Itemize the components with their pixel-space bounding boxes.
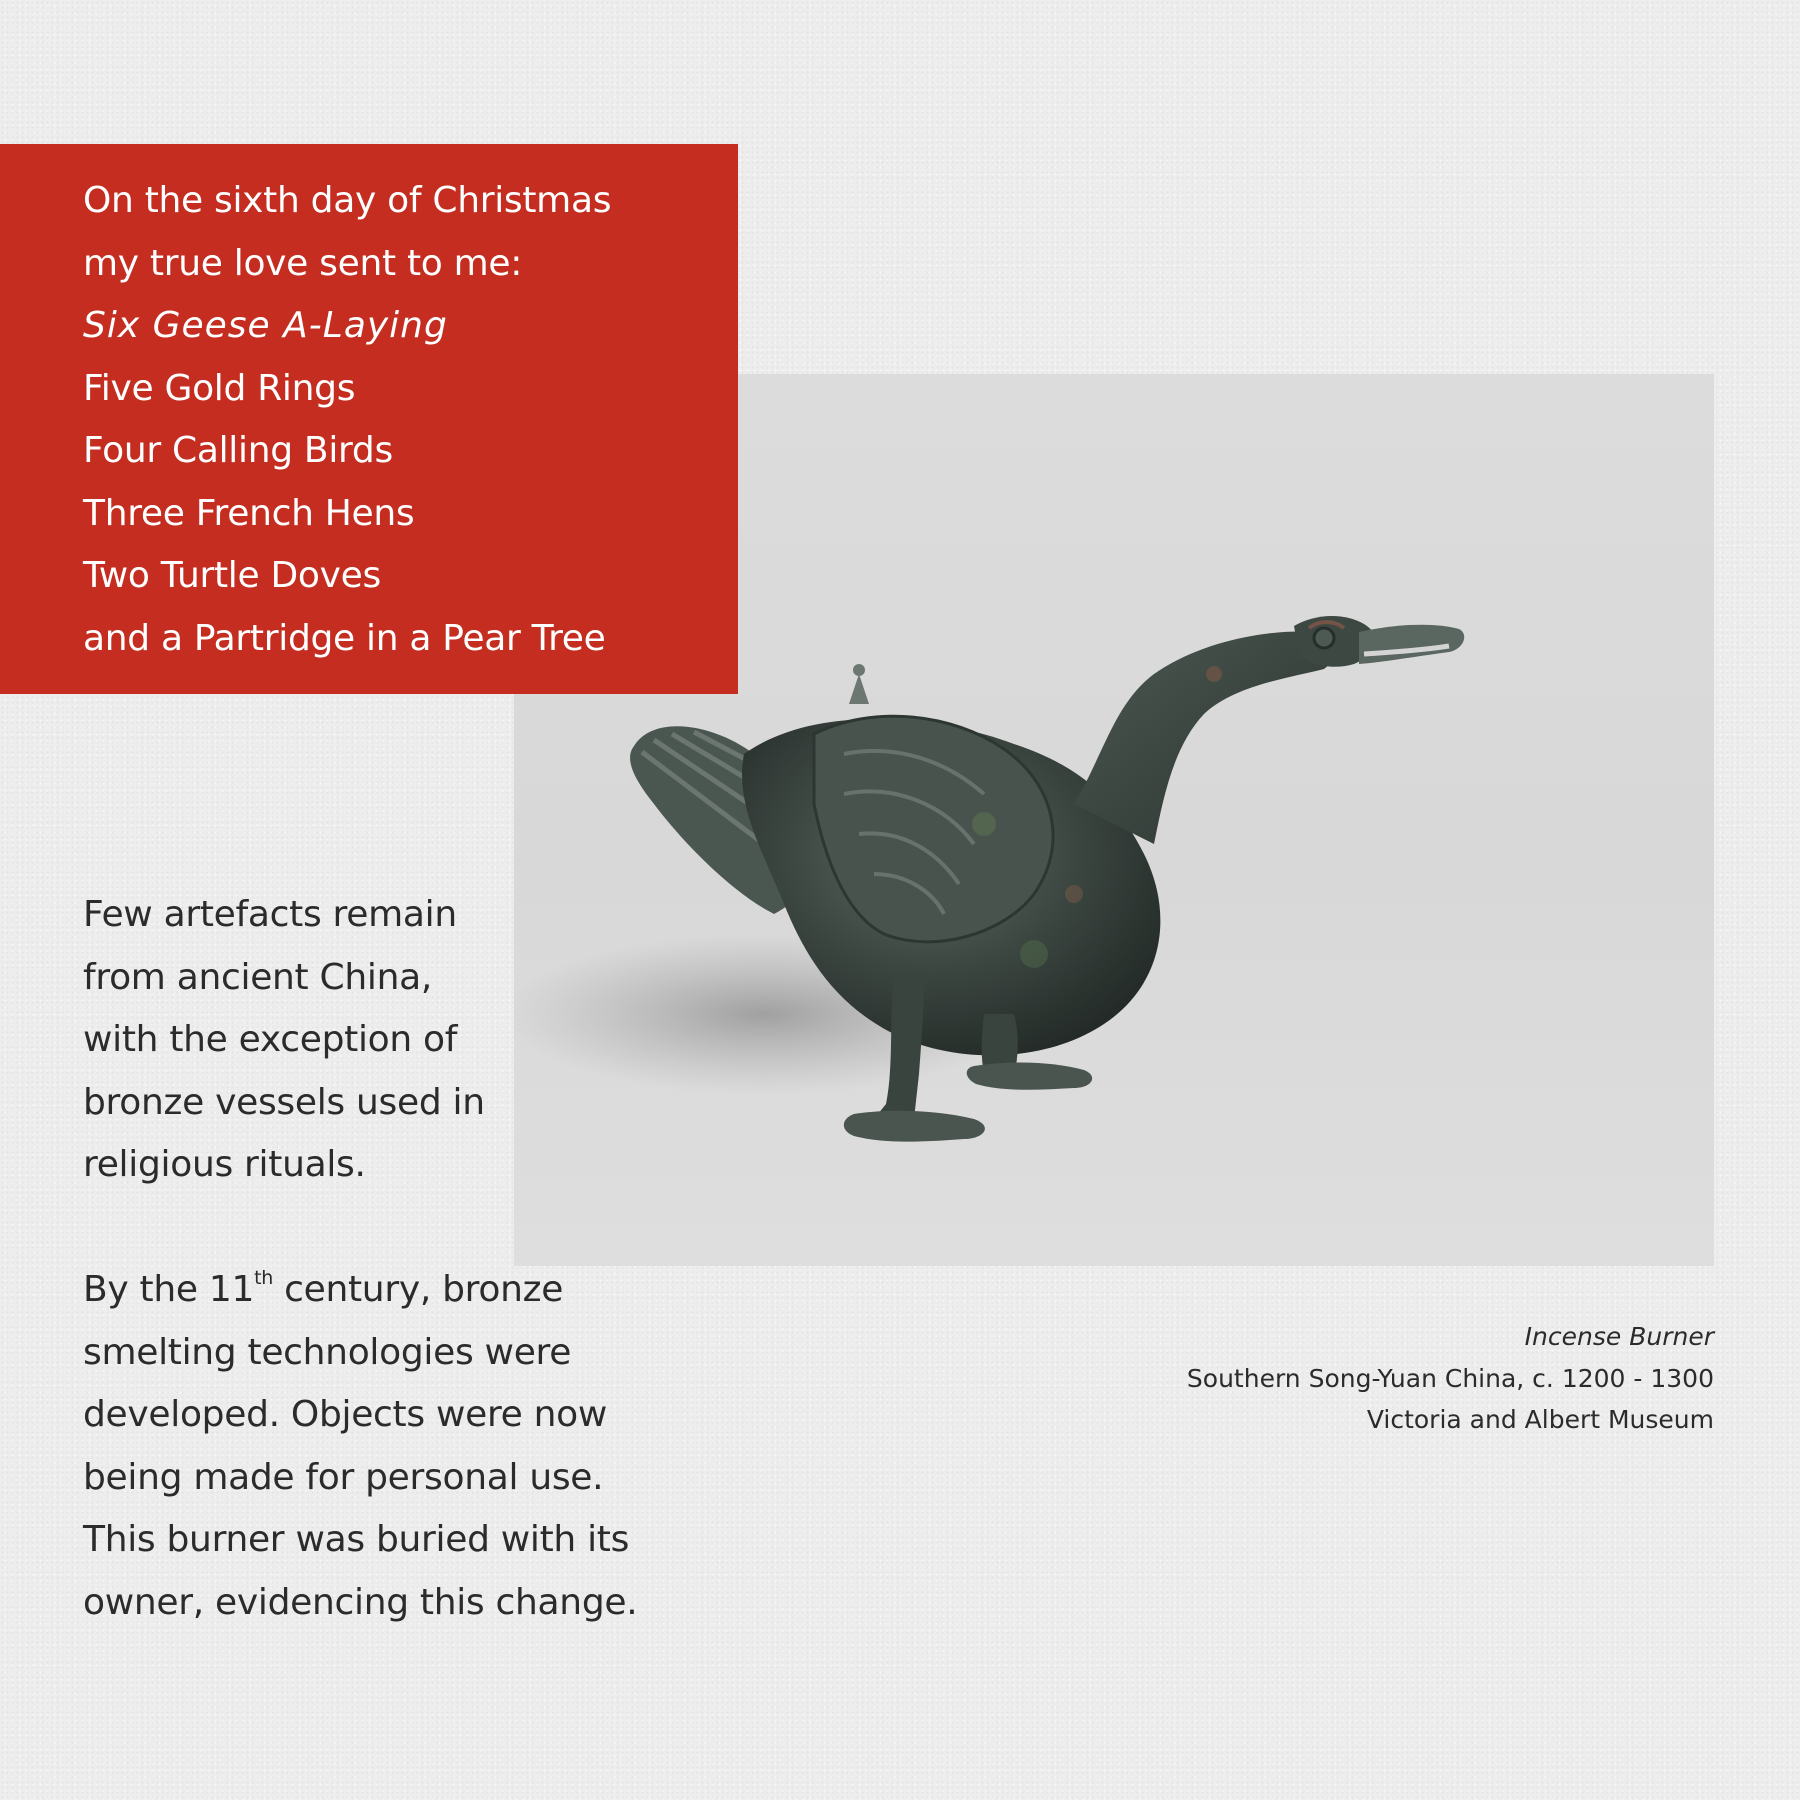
caption-title: Incense Burner [1524, 1322, 1714, 1351]
paragraph-line: with the exception of [83, 1019, 458, 1060]
lyric-line: my true love sent to me: [83, 242, 523, 284]
lyric-line: Four Calling Birds [83, 430, 393, 471]
paragraph-line: Few artefacts remain [83, 894, 457, 935]
history-paragraph [83, 1259, 663, 1634]
lyric-line: Two Turtle Doves [83, 555, 381, 596]
caption-origin: Southern Song-Yuan China, c. 1200 - 1300 [1186, 1363, 1714, 1393]
goose-eye [1314, 628, 1334, 648]
intro-paragraph [83, 884, 503, 1197]
lid-knob [849, 674, 869, 704]
paragraph-line: owner, evidencing this change. [83, 1581, 638, 1623]
paragraph-text: By the 11 [83, 1269, 255, 1310]
caption-museum: Victoria and Albert Museum [1366, 1405, 1714, 1434]
goose-foot-back [967, 1063, 1092, 1090]
lyric-line: and a Partridge in a Pear Tree [83, 617, 606, 659]
paragraph-line: smelting technologies were [83, 1331, 572, 1373]
photo-caption [1187, 1316, 1714, 1441]
paragraph-line: bronze vessels used in [83, 1081, 485, 1123]
paragraph-line: developed. Objects were now [83, 1394, 608, 1435]
paragraph-line [83, 1259, 663, 1322]
paragraph-line: This burner was buried with its [83, 1519, 630, 1560]
paragraph-line: from ancient China, [83, 956, 432, 998]
lyric-line: Three French Hens [83, 492, 415, 534]
ordinal-suffix: th [254, 1267, 273, 1289]
paragraph-line: religious rituals. [83, 1144, 366, 1185]
lyric-list [83, 170, 611, 670]
lyric-line-highlight: Six Geese A-Laying [83, 305, 448, 346]
goose-foot-front [844, 1111, 985, 1142]
goose-neck [1074, 631, 1335, 844]
lyric-line: Five Gold Rings [83, 367, 356, 409]
paragraph-text: century, bronze [272, 1269, 564, 1310]
paragraph-line: being made for personal use. [83, 1456, 604, 1498]
lyric-line: On the sixth day of Christmas [83, 180, 612, 221]
